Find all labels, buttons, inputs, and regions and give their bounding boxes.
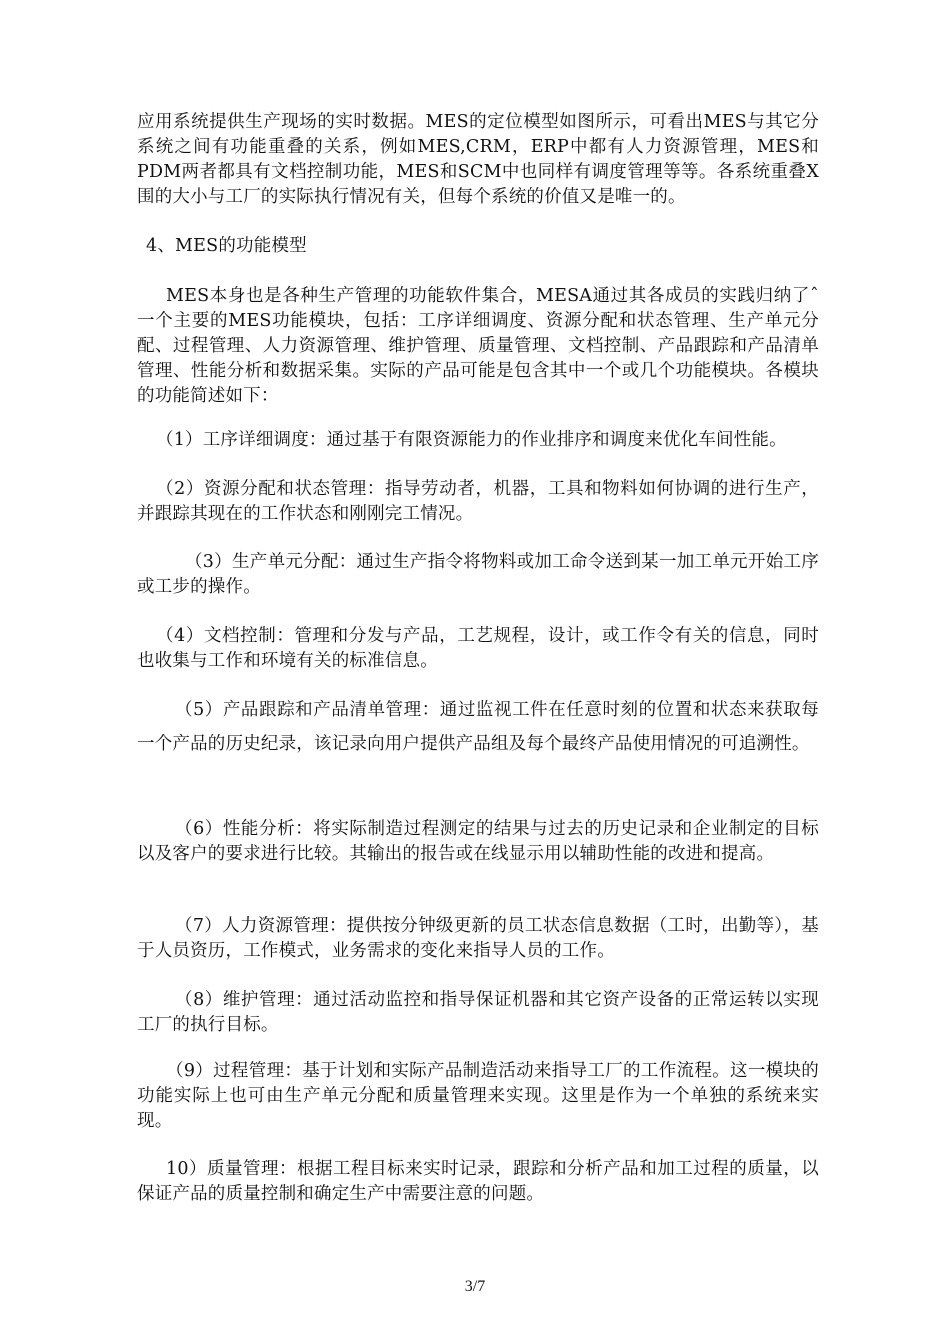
paragraph-item-7-human-resources: （7）人力资源管理：提供按分钟级更新的员工状态信息数据（工时，出勤等），基于人员资历，工作模式，业务需求的变化来指导人员的工作。: [137, 916, 819, 961]
paragraph-item-6-performance-analysis: （6）性能分析：将实际制造过程测定的结果与过去的历史记录和企业制定的目标以及客户的要求进行比较。其输出的报告或在线显示用以辅助性能的改进和提高。: [137, 819, 819, 864]
paragraph-item-8-maintenance: （8）维护管理：通过活动监控和指导保证机器和其它资产设备的正常运转以实现工厂的执行目标。: [137, 990, 819, 1035]
paragraph-item-2-resource-allocation: （2）资源分配和状态管理：指导劳动者，机器，工具和物料如何协调的进行生产，并跟踪其现在的工作状态和刚刚完工情况。: [137, 479, 819, 524]
paragraph-item-1-scheduling: （1）工序详细调度：通过基于有限资源能力的作业排序和调度来优化车间性能。: [156, 430, 787, 450]
paragraph-item-3-unit-dispatch: （3）生产单元分配：通过生产指令将物料或加工命令送到某一加工单元开始工序或工步的操作。: [137, 552, 819, 597]
section-heading-function-model: 4、MES的功能模型: [146, 236, 307, 256]
paragraph-item-5-product-tracking: （5）产品跟踪和产品清单管理：通过监视工件在任意时刻的位置和状态来获取每一个产品的历史纪录，该记录向用户提供产品组及每个最终产品使用情况的可追溯性。: [137, 700, 819, 754]
paragraph-item-9-process-management: （9）过程管理：基于计划和实际产品制造活动来指导工厂的工作流程。这一模块的功能实际上也可由生产单元分配和质量管理来实现。这里是作为一个单独的系统来实现。: [137, 1061, 819, 1131]
paragraph-mes-positioning: 应用系统提供生产现场的实时数据。MES的定位模型如图所示，可看出MES与其它分系统之间有功能重叠的关系，例如MES,CRM，ERP中都有人力资源管理，MES和PDM两者都具有文档控制功能，MES和SCM中也同样有调度管理等等。各系统重叠Ⅹ围的大小与工厂的实际执行情况有关，但每个系统的价值又是唯一的。: [137, 112, 819, 207]
paragraph-mes-function-intro: MES本身也是各种生产管理的功能软件集合，MESA通过其各成员的实践归纳了ˆ一个主要的MES功能模块，包括：工序详细调度、资源分配和状态管理、生产单元分配、过程管理、人力资源管理、维护管理、质量管理、文档控制、产品跟踪和产品清单管理、性能分析和数据采集。实际的产品可能是包含其中一个或几个功能模块。各模块的功能简述如下：: [137, 286, 819, 406]
paragraph-item-4-document-control: （4）文档控制：管理和分发与产品，工艺规程，设计，或工作令有关的信息，同时也收集与工作和环境有关的标准信息。: [137, 626, 819, 671]
page-number: 3/7: [464, 1278, 486, 1295]
paragraph-item-10-quality-management: 10）质量管理：根据工程目标来实时记录，跟踪和分析产品和加工过程的质量，以保证产品的质量控制和确定生产中需要注意的问题。: [137, 1159, 819, 1204]
